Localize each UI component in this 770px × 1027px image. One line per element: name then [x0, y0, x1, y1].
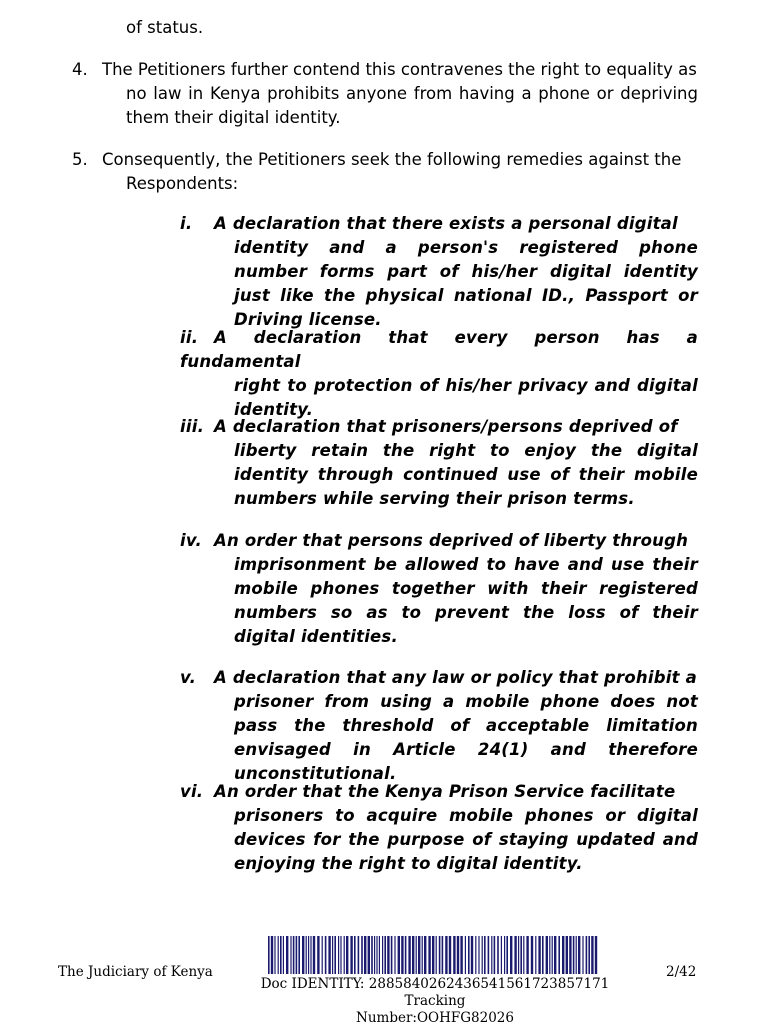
footer-doc-identity [230, 976, 640, 1027]
remedy-continuation: prisoner from using a mobile phone does not pass the threshold of acceptable limitation envisaged in Article 24(1) and therefore unconstitutional. [234, 692, 698, 783]
barcode-image [268, 936, 598, 974]
remedy-number: v. [180, 668, 197, 687]
remedy-number: iv. [180, 531, 202, 550]
remedy-continuation: imprisonment be allowed to have and use their mobile phones together with their registered numbers so as to prevent the loss of their digital identities. [234, 555, 698, 646]
paragraph-number: 4. [72, 60, 88, 79]
paragraph-4 [72, 58, 698, 130]
remedy-v [180, 666, 698, 786]
remedy-vi [180, 780, 698, 876]
carry-over-text: of status. [126, 18, 204, 37]
remedy-first-line: A declaration that any law or policy that prohibit a [214, 668, 697, 687]
remedy-first-line: A declaration that prisoners/persons deprived of [214, 417, 678, 436]
remedy-number: iii. [180, 417, 205, 436]
paragraph-number: 5. [72, 150, 88, 169]
remedy-first-line: An order that persons deprived of liberty through [214, 531, 689, 550]
remedy-first-line: An order that the Kenya Prison Service facilitate [214, 782, 676, 801]
paragraph-5 [72, 148, 698, 196]
footer-judiciary-name: The Judiciary of Kenya [58, 964, 213, 980]
remedy-number: i. [180, 214, 193, 233]
remedy-i [180, 212, 698, 332]
remedy-first-line: A declaration that there exists a personal digital [214, 214, 678, 233]
remedy-iv [180, 529, 698, 649]
paragraph-continuation: Respondents: [126, 174, 239, 193]
remedy-number: vi. [180, 782, 204, 801]
remedy-ii [180, 326, 698, 422]
remedy-continuation: prisoners to acquire mobile phones or digital devices for the purpose of staying updated and enjoying the right to digital identity. [234, 806, 698, 873]
remedy-first-line: A declaration that every person has a fundamental [180, 328, 698, 371]
doc-identity-line-2: Number:OOHFG82026 [356, 1010, 514, 1026]
paragraph-continuation: no law in Kenya prohibits anyone from having a phone or depriving them their digital identity. [126, 84, 698, 127]
doc-identity-line-1: Doc IDENTITY: 28858402624365415617238571​71 Tracking [260, 976, 610, 1009]
paragraph-first-line: Consequently, the Petitioners seek the following remedies against the [102, 150, 682, 169]
footer-page-number: 2/42 [666, 964, 697, 980]
paragraph-first-line: The Petitioners further contend this contravenes the right to equality as [102, 60, 697, 79]
remedy-continuation: liberty retain the right to enjoy the digital identity through continued use of their mobile numbers while serving their prison terms. [234, 441, 698, 508]
remedy-continuation: right to protection of his/her privacy and digital identity. [234, 376, 698, 419]
remedy-number: ii. [180, 328, 199, 347]
remedy-continuation: identity and a person's registered phone number forms part of his/her digital identity just like the physical national ID., Passport or Driving license. [234, 238, 698, 329]
remedy-iii [180, 415, 698, 511]
